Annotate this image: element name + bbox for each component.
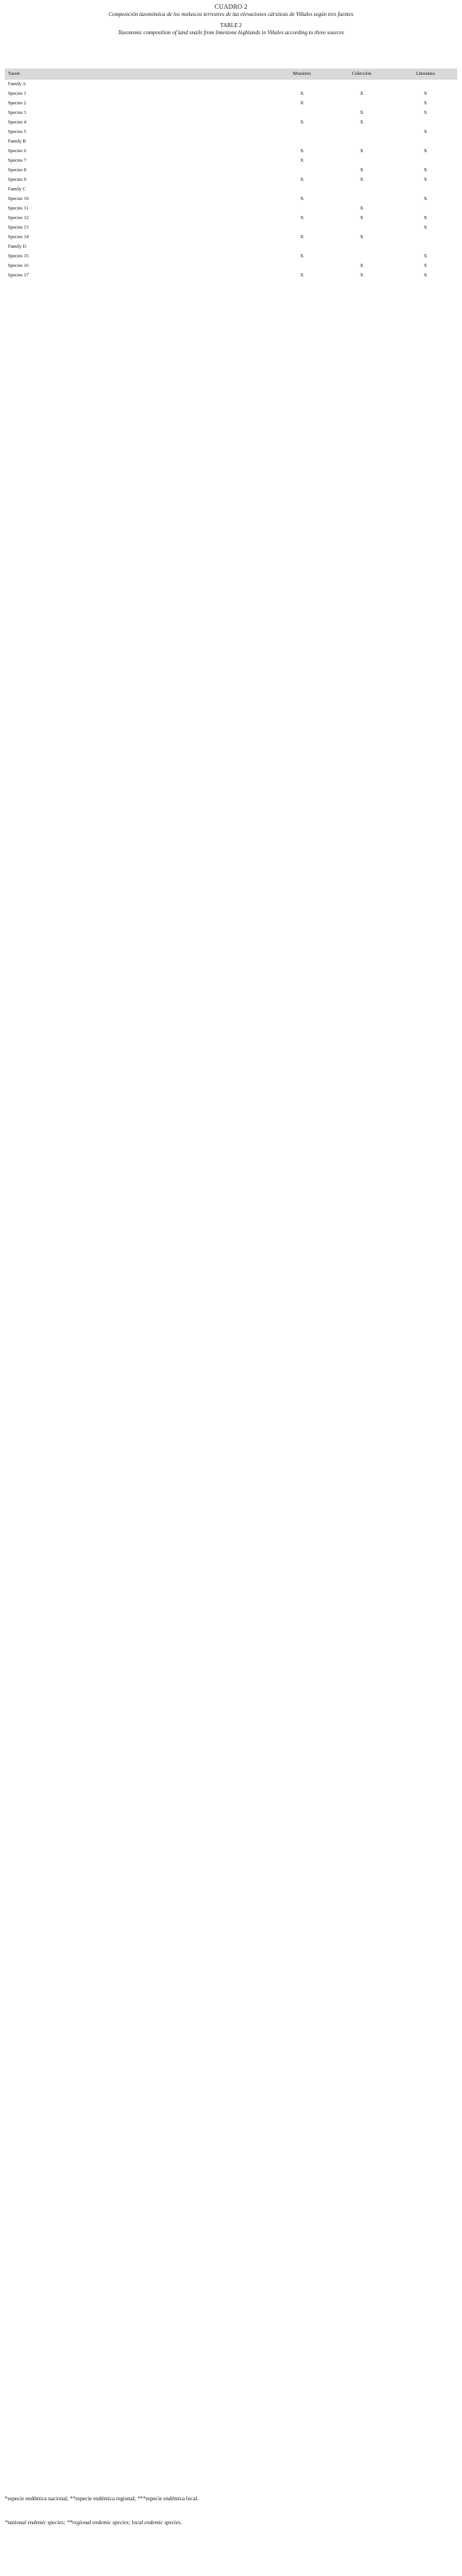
presence-mark: X <box>423 264 428 269</box>
presence-mark <box>330 185 393 194</box>
taxon-name: Species 17 <box>8 273 29 278</box>
presence-mark: X <box>359 235 364 240</box>
taxon-name: Species 3 <box>8 111 26 116</box>
presence-mark <box>330 242 393 252</box>
presence-mark: X <box>359 206 364 211</box>
presence-mark <box>274 185 330 194</box>
taxon-name: Species 7 <box>8 159 26 163</box>
family-row <box>5 242 457 252</box>
presence-mark <box>393 204 457 214</box>
table-row <box>5 204 457 214</box>
table-header <box>5 69 457 80</box>
table-row <box>5 214 457 223</box>
column-header-coleccion: Colección <box>330 69 393 80</box>
presence-mark: X <box>359 111 364 116</box>
presence-mark: X <box>359 264 364 269</box>
presence-mark: X <box>359 120 364 125</box>
presence-mark <box>274 137 330 147</box>
presence-mark: X <box>359 149 364 154</box>
column-header-literatura: Literatura <box>393 69 457 80</box>
cuadro-label: CUADRO 2 <box>214 3 248 10</box>
family-name: Family D <box>8 245 26 249</box>
presence-mark: X <box>300 178 304 182</box>
table-row <box>5 166 457 175</box>
taxon-name: Species 11 <box>8 206 29 211</box>
taxon-name: Species 13 <box>8 225 29 230</box>
presence-mark: X <box>423 254 428 259</box>
taxon-name: Species 15 <box>8 254 29 259</box>
taxon-name: Species 2 <box>8 101 26 106</box>
footnote-english: *national endemic species; **regional endemic species; local endemic species. <box>5 2519 182 2526</box>
presence-mark: X <box>300 235 304 240</box>
table-row <box>5 147 457 156</box>
presence-mark: X <box>423 168 428 173</box>
presence-mark <box>274 80 330 89</box>
taxon-name: Species 5 <box>8 130 26 135</box>
presence-mark <box>274 261 330 271</box>
presence-mark: X <box>423 92 428 96</box>
presence-mark <box>330 156 393 166</box>
column-header-taxon: Taxon <box>5 69 274 80</box>
table-label: TABLE 2 <box>220 22 242 29</box>
table-row <box>5 99 457 108</box>
presence-mark: X <box>359 178 364 182</box>
table-caption: Taxonomic composition of land snails from limestone highlands in Viñales according to three sources <box>118 29 344 36</box>
presence-mark: X <box>423 101 428 106</box>
family-name: Family C <box>8 187 26 192</box>
presence-mark <box>393 118 457 127</box>
presence-mark <box>274 166 330 175</box>
family-name: Family B <box>8 139 26 144</box>
presence-mark <box>330 80 393 89</box>
presence-mark: X <box>300 216 304 221</box>
presence-mark: X <box>423 149 428 154</box>
presence-mark <box>274 223 330 233</box>
family-name: Family A <box>8 82 26 87</box>
presence-mark <box>393 80 457 89</box>
presence-mark <box>330 223 393 233</box>
presence-mark: X <box>423 111 428 116</box>
presence-mark: X <box>359 168 364 173</box>
presence-mark: X <box>359 92 364 96</box>
presence-mark: X <box>300 273 304 278</box>
table-row <box>5 223 457 233</box>
taxon-name: Species 8 <box>8 168 26 173</box>
presence-mark: X <box>423 216 428 221</box>
taxon-name: Species 4 <box>8 120 26 125</box>
presence-mark <box>330 252 393 261</box>
presence-mark: X <box>423 130 428 135</box>
species-table <box>5 69 457 280</box>
family-row <box>5 137 457 147</box>
column-header-muestreo: Muestreo <box>274 69 330 80</box>
taxon-name: Species 1 <box>8 92 26 96</box>
presence-mark: X <box>300 149 304 154</box>
presence-mark: X <box>300 92 304 96</box>
presence-mark <box>330 99 393 108</box>
table-row <box>5 127 457 137</box>
presence-mark: X <box>300 120 304 125</box>
presence-mark: X <box>300 159 304 163</box>
footnotes <box>5 2494 457 2527</box>
table-row <box>5 156 457 166</box>
presence-mark: X <box>300 254 304 259</box>
table-row <box>5 252 457 261</box>
presence-mark <box>274 127 330 137</box>
presence-mark: X <box>423 178 428 182</box>
presence-mark: X <box>423 197 428 202</box>
table-row <box>5 118 457 127</box>
taxon-name: Species 12 <box>8 216 29 221</box>
presence-mark: X <box>423 225 428 230</box>
family-row <box>5 185 457 194</box>
presence-mark <box>393 242 457 252</box>
presence-mark: X <box>300 197 304 202</box>
table-body <box>5 80 457 280</box>
taxon-name: Species 10 <box>8 197 29 202</box>
table-row <box>5 175 457 185</box>
table-row <box>5 194 457 204</box>
presence-mark <box>274 204 330 214</box>
table-row <box>5 89 457 99</box>
presence-mark <box>393 233 457 242</box>
table-row <box>5 261 457 271</box>
cuadro-caption: Composición taxonómica de los moluscos terrestres de las elevaciones cársticas de Viñales según tres fuentes <box>108 11 354 18</box>
table-row <box>5 233 457 242</box>
taxon-name: Species 9 <box>8 178 26 182</box>
presence-mark: X <box>300 101 304 106</box>
presence-mark <box>274 242 330 252</box>
presence-mark <box>393 156 457 166</box>
table-row <box>5 108 457 118</box>
presence-mark: X <box>359 273 364 278</box>
presence-mark: X <box>359 216 364 221</box>
footnote-spanish: *especie endémica nacional; **especie endémica regional; ***especie endémica local. <box>5 2496 199 2502</box>
presence-mark <box>393 185 457 194</box>
presence-mark: X <box>423 273 428 278</box>
taxon-name: Species 16 <box>8 264 29 269</box>
family-row <box>5 80 457 89</box>
table-row <box>5 271 457 280</box>
taxon-name: Species 14 <box>8 235 29 240</box>
presence-mark <box>393 137 457 147</box>
presence-mark <box>330 137 393 147</box>
presence-mark <box>330 194 393 204</box>
presence-mark <box>274 108 330 118</box>
title-block <box>0 0 462 36</box>
presence-mark <box>330 127 393 137</box>
taxon-name: Species 6 <box>8 149 26 154</box>
